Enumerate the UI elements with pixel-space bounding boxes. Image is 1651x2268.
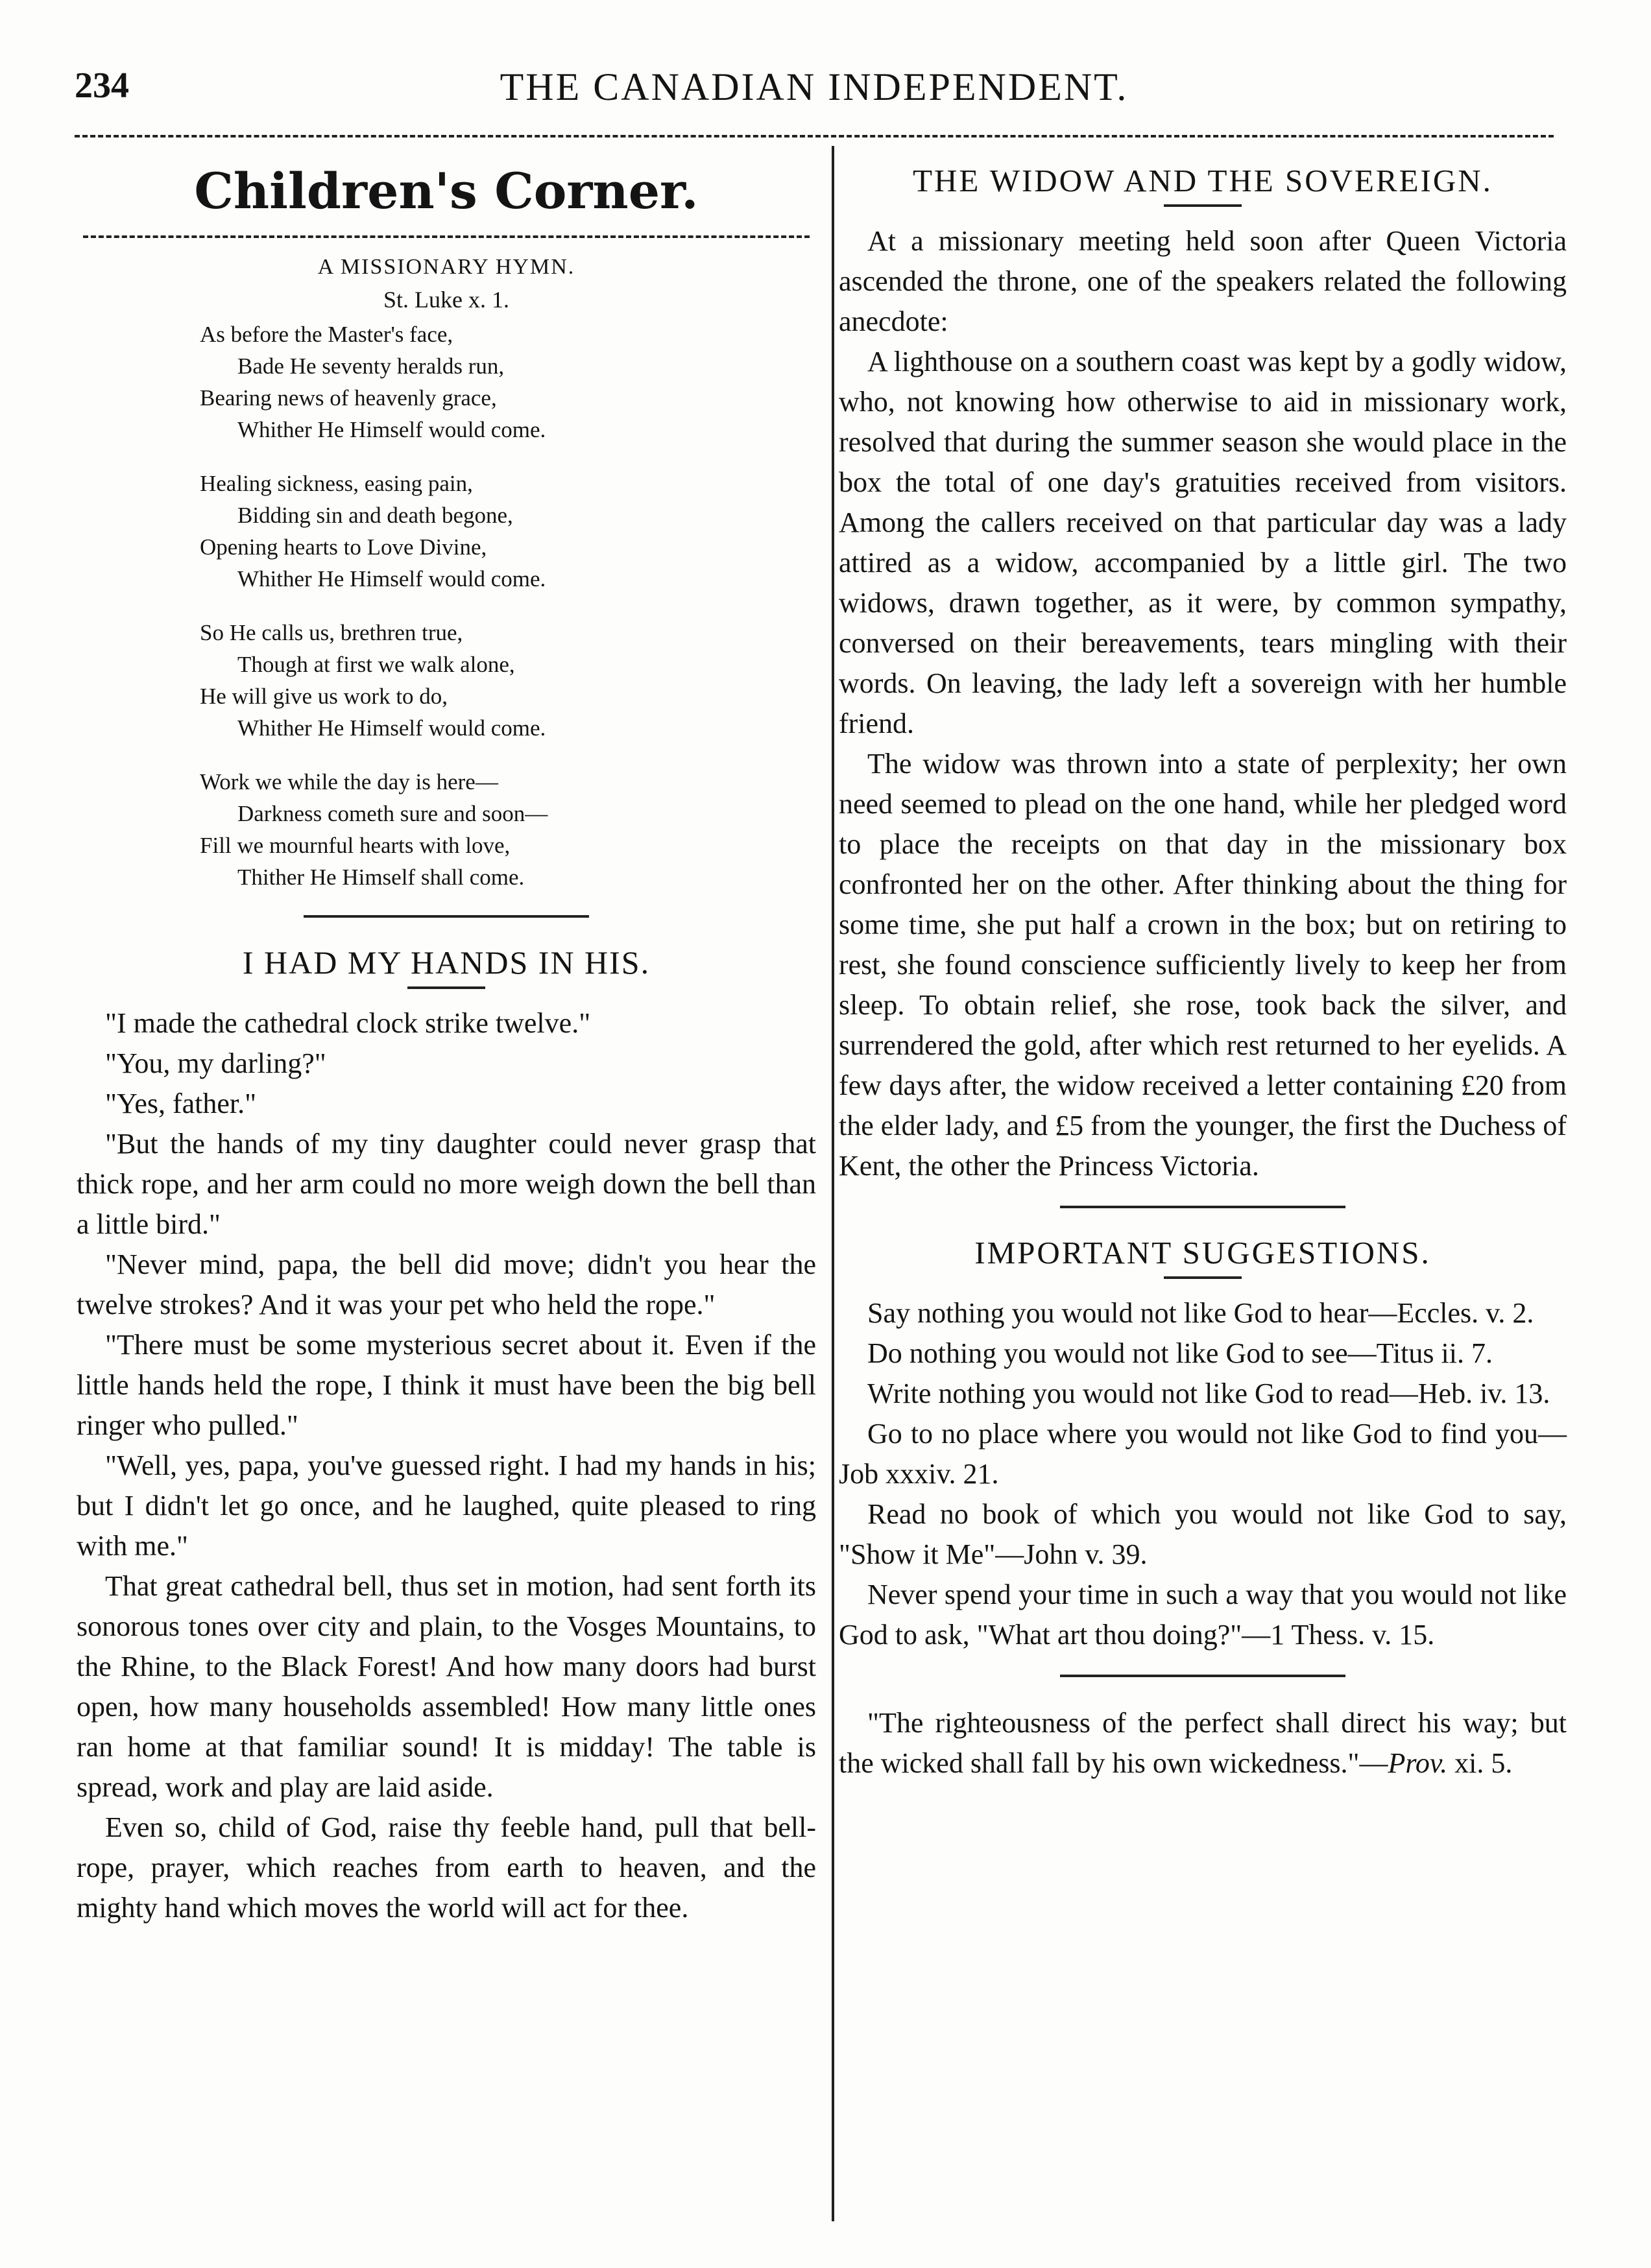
column-divider (832, 146, 834, 2221)
hymn-stanza (200, 468, 816, 595)
journal-title: THE CANADIAN INDEPENDENT. (500, 66, 1129, 108)
verse-line: Fill we mournful hearts with love, (200, 833, 511, 858)
hymn-stanza (200, 318, 816, 446)
left-column (77, 149, 816, 1928)
suggestion-item: Read no book of which you would not like God to say, "Show it Me"—John v. 39. (839, 1498, 1567, 1570)
verse-line: So He calls us, brethren true, (200, 620, 463, 645)
header-rule (75, 135, 1554, 137)
story-paragraph: "I made the cathedral clock strike twelve." (105, 1007, 591, 1039)
page-header (75, 65, 1554, 123)
verse-line: Thither He Himself shall come. (237, 865, 525, 890)
story-paragraph: Even so, child of God, raise thy feeble hand, pull that bell-rope, prayer, which reaches from earth to heaven, and the mighty hand which moves the world will act for thee. (77, 1811, 816, 1924)
suggestions-list (839, 1293, 1567, 1655)
closing-quote-text: "The righteousness of the perfect shall direct his way; but the wicked shall fall by his own wickedness."— (839, 1707, 1567, 1779)
verse-line: Healing sickness, easing pain, (200, 471, 473, 496)
widow-body (839, 221, 1567, 1186)
verse-line: Darkness cometh sure and soon— (237, 801, 548, 826)
title-underline (407, 986, 485, 989)
closing-quote (839, 1703, 1567, 1784)
verse-line: He will give us work to do, (200, 684, 448, 709)
closing-quote-book: Prov. (1388, 1747, 1448, 1779)
verse-line: Bade He seventy heralds run, (237, 353, 505, 379)
corner-divider (83, 235, 810, 238)
title-underline (1164, 1276, 1242, 1279)
verse-line: Whither He Himself would come. (237, 417, 546, 442)
suggestion-item: Go to no place where you would not like God to find you—Job xxxiv. 21. (839, 1418, 1567, 1490)
widow-paragraph: At a missionary meeting held soon after Queen Victoria ascended the throne, one of the speakers related the following anecdote: (839, 225, 1567, 337)
section-divider (304, 915, 589, 918)
page-number: 234 (75, 66, 129, 106)
verse-line: Opening hearts to Love Divine, (200, 534, 487, 560)
story-paragraph: "Never mind, papa, the bell did move; didn't you hear the twelve strokes? And it was your pet who held the rope." (77, 1248, 816, 1320)
story-paragraph: "But the hands of my tiny daughter could never grasp that thick rope, and her arm could no more weigh down the bell than a little bird." (77, 1128, 816, 1240)
hymn-stanza (200, 766, 816, 893)
verse-line: Work we while the day is here— (200, 769, 498, 794)
section-divider (1060, 1206, 1345, 1208)
story-paragraph: That great cathedral bell, thus set in motion, had sent forth its sonorous tones over city and plain, to the Vosges Mountains, to the Rhine, to the Black Forest! And how many doors had burst open, how many households assembled! How many little ones ran home at that familiar sound! It is midday! The table is spread, work and play are laid aside. (77, 1570, 816, 1803)
story-paragraph: "Yes, father." (105, 1088, 257, 1119)
suggestion-item: Say nothing you would not like God to hear—Eccles. v. 2. (867, 1297, 1534, 1329)
right-column (839, 149, 1567, 1784)
story-paragraph: "There must be some mysterious secret about it. Even if the little hands held the rope, I think it must have been the big bell ringer who pulled." (77, 1329, 816, 1441)
story-title: I HAD MY HANDS IN HIS. (242, 944, 651, 981)
widow-paragraph: A lighthouse on a southern coast was kept by a godly widow, who, not knowing how otherwise to aid in missionary work, resolved that during the summer season she would place in the box the total of one day's gratuities received from visitors. Among the callers received on that particular day was a lady attired as a widow, accompanied by a little girl. The two widows, drawn together, as it were, by common sympathy, conversed on their bereavements, tears mingling with their words. On leaving, the lady left a sovereign with her humble friend. (839, 346, 1567, 739)
verse-line: Whither He Himself would come. (237, 715, 546, 741)
verse-line: As before the Master's face, (200, 322, 453, 347)
verse-line: Bearing news of heavenly grace, (200, 385, 497, 411)
story-paragraph: "Well, yes, papa, you've guessed right. I had my hands in his; but I didn't let go once, and he laughed, quite pleased to ring with me." (77, 1450, 816, 1562)
closing-quote-ref: xi. 5. (1447, 1747, 1513, 1779)
hymn-verses (77, 318, 816, 893)
section-divider (1060, 1675, 1345, 1677)
suggestion-item: Never spend your time in such a way that you would not like God to ask, "What art thou doing?"—1 Thess. v. 15. (839, 1579, 1567, 1651)
suggestions-title: IMPORTANT SUGGESTIONS. (974, 1235, 1431, 1271)
hymn-stanza (200, 617, 816, 744)
verse-line: Whither He Himself would come. (237, 566, 546, 591)
widow-title: THE WIDOW AND THE SOVEREIGN. (913, 163, 1493, 198)
suggestion-item: Do nothing you would not like God to see—Titus ii. 7. (867, 1337, 1493, 1369)
verse-line: Bidding sin and death begone, (237, 503, 513, 528)
widow-paragraph: The widow was thrown into a state of perplexity; her own need seemed to plead on the one hand, while her pledged word to place the receipts on that day in the missionary box confronted her on the other. After thinking about the thing for some time, she put half a crown in the box; but on retiring to rest, she found conscience sufficiently lively to keep her from sleep. To obtain relief, she rose, took back the silver, and surrendered the gold, after which rest returned to her eyelids. A few days after, the widow received a letter containing £20 from the elder lady, and £5 from the younger, the first the Duchess of Kent, the other the Princess Victoria. (839, 748, 1567, 1182)
story-paragraph: "You, my darling?" (105, 1047, 326, 1079)
hymn-reference: St. Luke x. 1. (383, 287, 509, 313)
verse-line: Though at first we walk alone, (237, 652, 515, 677)
title-underline (1164, 204, 1242, 207)
childrens-corner-heading: Children's Corner. (194, 162, 699, 220)
hymn-title: A MISSIONARY HYMN. (317, 255, 575, 279)
suggestion-item: Write nothing you would not like God to read—Heb. iv. 13. (867, 1378, 1550, 1409)
story-body (77, 1003, 816, 1928)
